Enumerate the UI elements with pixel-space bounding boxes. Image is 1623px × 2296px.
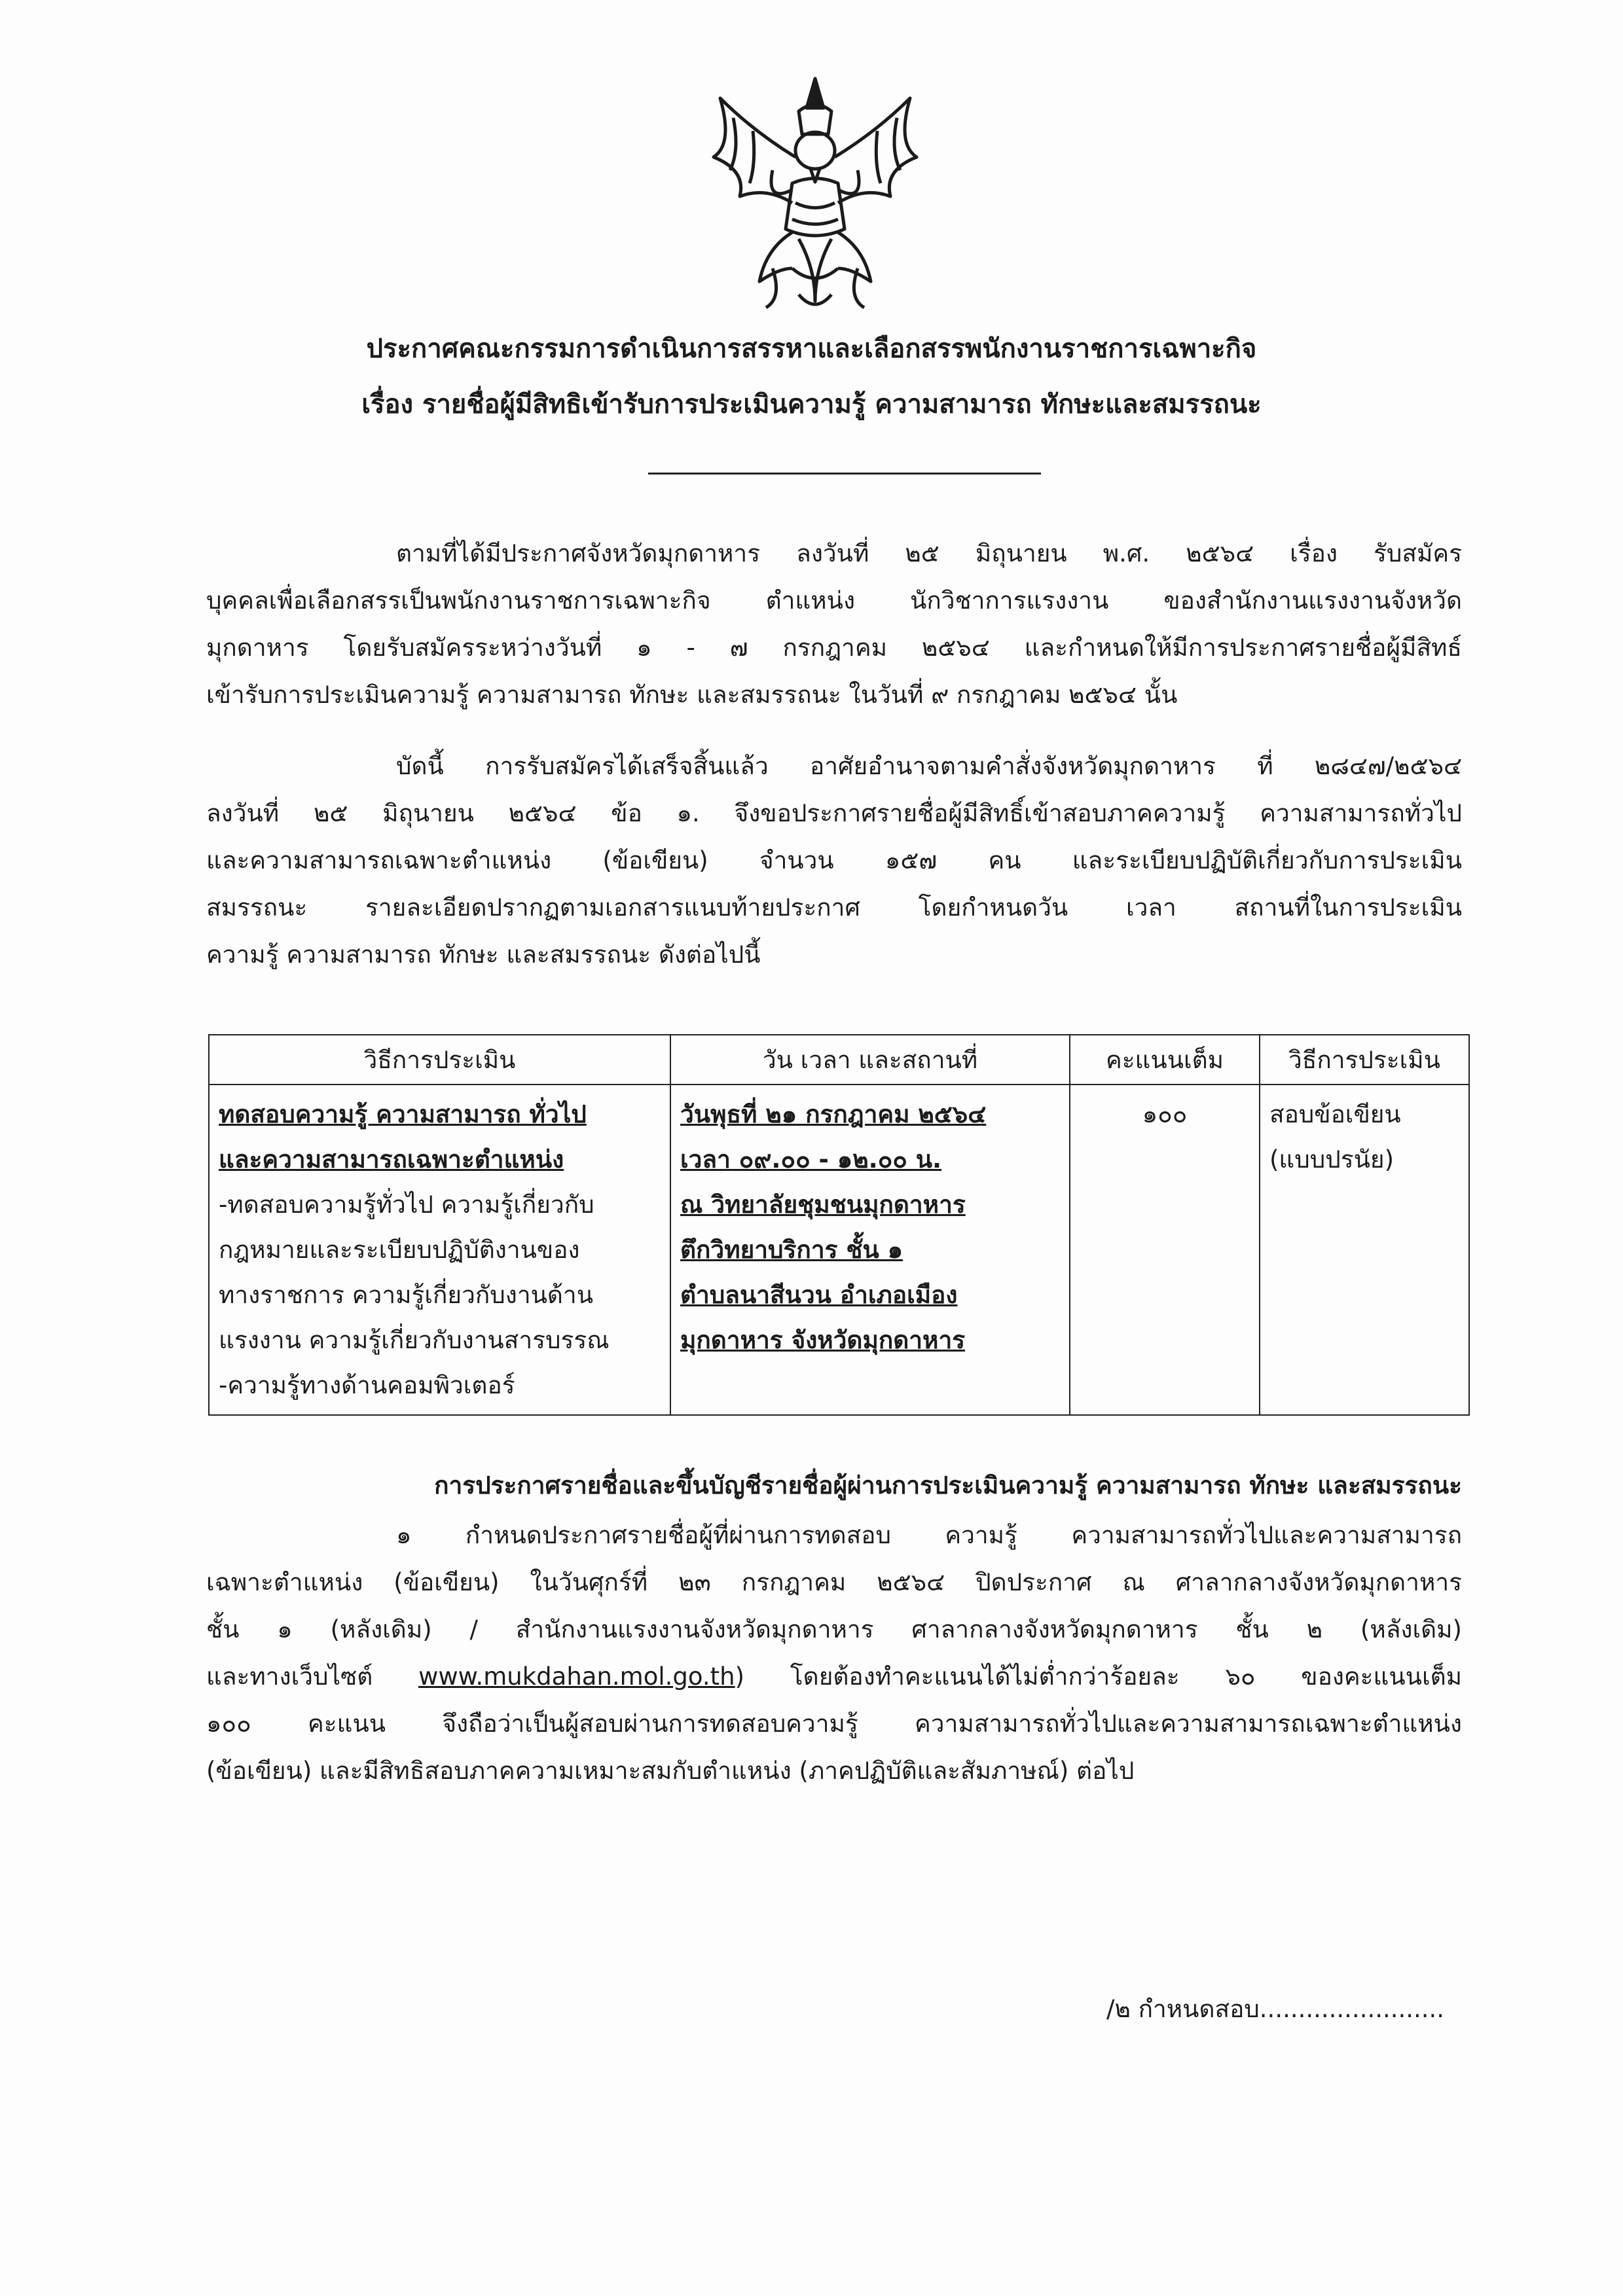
schedule-cell bbox=[670, 1085, 1070, 1415]
schedule-line: ณ วิทยาลัยชุมชนมุกดาหาร bbox=[680, 1191, 966, 1219]
paragraph-line: ชั้น ๑ (หลังเดิม) / สำนักงานแรงงานจังหวัดมุกดาหาร ศาลากลางจังหวัดมุกดาหาร ชั้น ๒ (หลังเดิม) bbox=[206, 1615, 1462, 1643]
schedule-line: ตำบลนาสีนวน อำเภอเมือง bbox=[680, 1281, 958, 1309]
line-text: ) โดยต้องทำคะแนนได้ไม่ต่ำกว่าร้อยละ ๖๐ ของคะแนนเต็ม bbox=[735, 1662, 1463, 1691]
table-header: วิธีการประเมิน bbox=[209, 1035, 670, 1085]
line-text: และทางเว็บไซต์ bbox=[206, 1662, 419, 1691]
method-detail: -ทดสอบความรู้ทั่วไป ความรู้เกี่ยวกับ bbox=[219, 1191, 594, 1219]
paragraph-line: บุคคลเพื่อเลือกสรรเป็นพนักงานราชการเฉพาะกิจ ตำแหน่ง นักวิชาการแรงงาน ของสำนักงานแรงงานจังหวัด bbox=[206, 586, 1462, 615]
table-header: คะแนนเต็ม bbox=[1070, 1035, 1260, 1085]
title-line-1: ประกาศคณะกรรมการดำเนินการสรรหาและเลือกสรรพนักงานราชการเฉพาะกิจ bbox=[366, 334, 1257, 364]
paragraph-results bbox=[206, 1512, 1462, 1795]
schedule-line: ตึกวิทยาบริการ ชั้น ๑ bbox=[680, 1236, 903, 1264]
paragraph-line: ลงวันที่ ๒๕ มิถุนายน ๒๕๖๔ ข้อ ๑. จึงขอประกาศรายชื่อผู้มีสิทธิ์เข้าสอบภาคความรู้ ความสามารถทั่วไป bbox=[206, 799, 1462, 827]
paragraph-line: เฉพาะตำแหน่ง (ข้อเขียน) ในวันศุกร์ที่ ๒๓ กรกฎาคม ๒๕๖๔ ปิดประกาศ ณ ศาลากลางจังหวัดมุกดาหาร bbox=[206, 1568, 1462, 1596]
schedule-line: วันพุธที่ ๒๑ กรกฎาคม ๒๕๖๔ bbox=[680, 1100, 987, 1128]
assessment-type: สอบข้อเขียน bbox=[1269, 1100, 1401, 1128]
paragraph-line: (ข้อเขียน) และมีสิทธิสอบภาคความเหมาะสมกับตำแหน่ง (ภาคปฏิบัติและสัมภาษณ์) ต่อไป bbox=[206, 1757, 1135, 1785]
method-detail: -ความรู้ทางด้านคอมพิวเตอร์ bbox=[219, 1371, 515, 1399]
paragraph-announcement bbox=[206, 530, 1462, 719]
method-title: ทดสอบความรู้ ความสามารถ ทั่วไป bbox=[219, 1100, 587, 1128]
paragraph-line: มุกดาหาร โดยรับสมัครระหว่างวันที่ ๑ - ๗ กรกฎาคม ๒๕๖๔ และกำหนดให้มีการประกาศรายชื่อผู้มีสิทธ์ bbox=[206, 634, 1462, 662]
title-divider bbox=[648, 473, 1041, 475]
website-link[interactable]: www.mukdahan.mol.go.th bbox=[418, 1662, 735, 1691]
continuation-note: /๒ กำหนดสอบ........................ bbox=[1106, 1995, 1445, 2023]
schedule-line: มุกดาหาร จังหวัดมุกดาหาร bbox=[680, 1326, 966, 1354]
paragraph-line: บัดนี้ การรับสมัครได้เสร็จสิ้นแล้ว อาศัยอำนาจตามคำสั่งจังหวัดมุกดาหาร ที่ ๒๘๔๗/๒๕๖๔ bbox=[396, 752, 1462, 780]
paragraph-line bbox=[206, 1653, 1462, 1700]
paragraph-line: และความสามารถเฉพาะตำแหน่ง (ข้อเขียน) จำนวน ๑๕๗ คน และระเบียบปฏิบัติเกี่ยวกับการประเมิน bbox=[206, 846, 1462, 874]
method-title: และความสามารถเฉพาะตำแหน่ง bbox=[219, 1145, 564, 1174]
section-heading: การประกาศรายชื่อและขึ้นบัญชีรายชื่อผู้ผ่านการประเมินความรู้ ความสามารถ ทักษะ และสมรรถนะ bbox=[434, 1471, 1462, 1499]
assessment-type: (แบบปรนัย) bbox=[1269, 1145, 1395, 1174]
paragraph-line: สมรรถนะ รายละเอียดปรากฏตามเอกสารแนบท้ายประกาศ โดยกำหนดวัน เวลา สถานที่ในการประเมิน bbox=[206, 893, 1462, 922]
method-cell bbox=[209, 1085, 670, 1415]
method-detail: กฎหมายและระเบียบปฏิบัติงานของ bbox=[219, 1236, 580, 1264]
table-row bbox=[209, 1085, 1469, 1415]
paragraph-line: ความรู้ ความสามารถ ทักษะ และสมรรถนะ ดังต่อไปนี้ bbox=[206, 941, 761, 969]
paragraph-notice bbox=[206, 743, 1462, 978]
assessment-type-cell bbox=[1260, 1085, 1469, 1415]
schedule-line: เวลา ๐๙.๐๐ - ๑๒.๐๐ น. bbox=[680, 1145, 942, 1174]
paragraph-line: ตามที่ได้มีประกาศจังหวัดมุกดาหาร ลงวันที่ ๒๕ มิถุนายน พ.ศ. ๒๕๖๔ เรื่อง รับสมัคร bbox=[396, 539, 1462, 567]
table-header-row bbox=[209, 1035, 1469, 1085]
paragraph-line: เข้ารับการประเมินความรู้ ความสามารถ ทักษะ และสมรรถนะ ในวันที่ ๙ กรกฎาคม ๒๕๖๔ นั้น bbox=[206, 681, 1178, 709]
method-detail: ทางราชการ ความรู้เกี่ยวกับงานด้าน bbox=[219, 1281, 594, 1309]
assessment-table bbox=[208, 1034, 1470, 1416]
table-header: วิธีการประเมิน bbox=[1260, 1035, 1469, 1085]
full-score-cell: ๑๐๐ bbox=[1070, 1085, 1260, 1415]
paragraph-line: ๑๐๐ คะแนน จึงถือว่าเป็นผู้สอบผ่านการทดสอบความรู้ ความสามารถทั่วไปและความสามารถเฉพาะตำแหน่ง bbox=[206, 1710, 1462, 1738]
method-detail: แรงงาน ความรู้เกี่ยวกับงานสารบรรณ bbox=[219, 1326, 610, 1354]
table-header: วัน เวลา และสถานที่ bbox=[670, 1035, 1070, 1085]
garuda-emblem-icon bbox=[694, 72, 936, 321]
title-line-2: เรื่อง รายชื่อผู้มีสิทธิเข้ารับการประเมินความรู้ ความสามารถ ทักษะและสมรรถนะ bbox=[361, 389, 1262, 420]
paragraph-line: ๑ กำหนดประกาศรายชื่อผู้ที่ผ่านการทดสอบ ความรู้ ความสามารถทั่วไปและความสามารถ bbox=[396, 1521, 1462, 1549]
